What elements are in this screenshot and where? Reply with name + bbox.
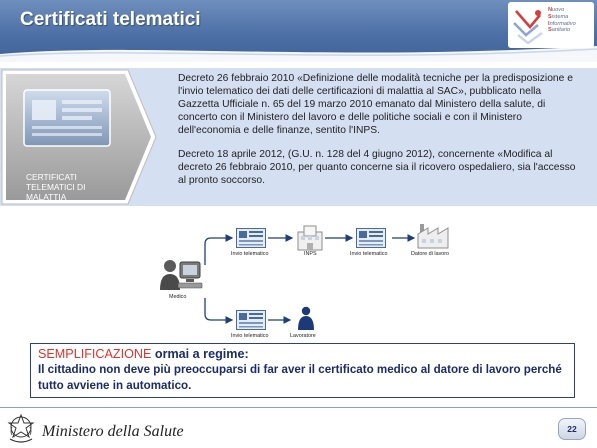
simplification-heading-keyword: SEMPLIFICAZIONE — [38, 347, 152, 361]
simplification-heading-rest: ormai a regime: — [151, 347, 249, 361]
slide-title: Certificati telematici — [20, 9, 201, 30]
simplification-box — [30, 343, 575, 398]
nsis-logo-text — [548, 7, 576, 34]
simplification-heading — [38, 347, 567, 362]
decree-paragraph: Decreto 26 febbraio 2010 «Definizione delle modalità tecniche per la predisposizione e l'invio telematico dei dati delle certificazioni di malattia al SAC», pubblicato nella Gazzetta Ufficiale n. 65 del 19 marzo 2010 emanato dal Ministero della salute, di concerto con il Ministero del lavoro e delle politiche sociali e con il Ministero dell'economia e delle finanze, sentito l'INPS. — [178, 73, 573, 136]
flow-label: Invio telematico — [231, 333, 269, 339]
flow-diagram — [0, 210, 597, 350]
flow-label: INPS — [304, 251, 317, 257]
decree-paragraph: Decreto 18 aprile 2012, (G.U. n. 128 del 4 giugno 2012), concernente «Modifica al decreto 26 febbraio 2010, per quanto concerne sia il ricovero ospedaliero, sia l'accesso al pronto soccorso. — [178, 149, 576, 186]
decree-text — [178, 72, 583, 198]
logo-line: Nuovo — [548, 7, 565, 13]
flow-label: Invio telematico — [231, 251, 269, 257]
flow-label: Datore di lavoro — [411, 251, 450, 257]
card-caption — [26, 172, 126, 202]
simplification-body: Il cittadino non deve più preoccuparsi di far aver il certificato medico al datore di lavoro perché tutto avviene in automatico. — [38, 363, 562, 392]
italian-republic-emblem — [6, 413, 36, 445]
card-caption-line: MALATTIA — [26, 192, 67, 202]
telematic-certificate-icon — [236, 228, 266, 248]
card-caption-line: TELEMATICI DI — [26, 182, 86, 192]
factory-icon — [416, 222, 456, 250]
flow-label: Lavoratore — [290, 333, 316, 339]
logo-line: Informativo — [548, 20, 576, 27]
logo-line: Sanitario — [548, 27, 571, 34]
nsis-logo-icon — [510, 5, 546, 45]
flow-label: Invio telematico — [350, 251, 388, 257]
inps-building-icon — [296, 224, 324, 252]
card-caption-line: CERTIFICATI — [26, 172, 77, 182]
page-number: 22 — [558, 418, 586, 440]
medico-label: Medico — [169, 294, 187, 300]
doctor-computer-icon — [158, 256, 204, 294]
telematic-certificate-icon — [356, 228, 386, 248]
telematic-certificate-icon — [236, 310, 266, 330]
worker-person-icon — [297, 306, 315, 330]
footer-divider — [0, 407, 597, 408]
ministry-name: Ministero della Salute — [42, 423, 184, 440]
logo-line: Sistema — [548, 13, 569, 20]
